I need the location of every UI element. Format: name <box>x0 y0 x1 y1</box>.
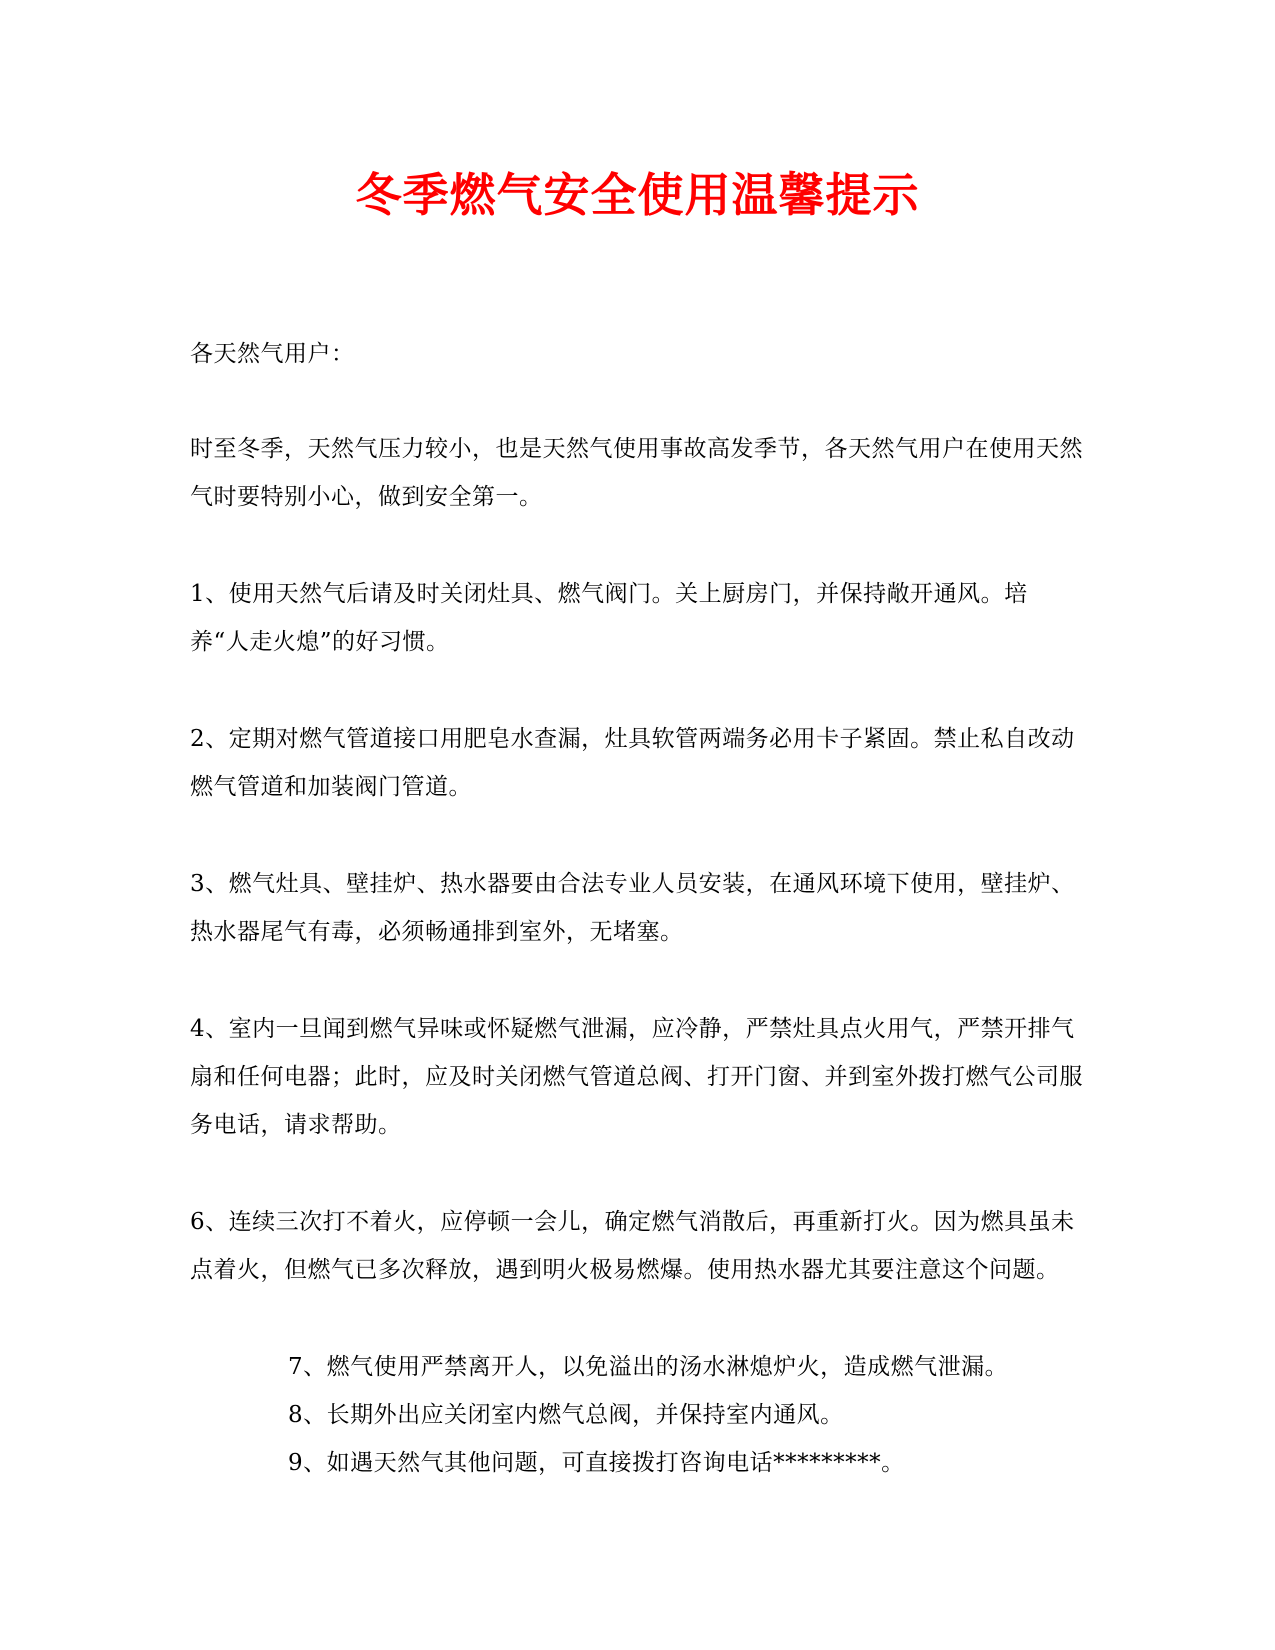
tip-item-2: 2、定期对燃气管道接口用肥皂水查漏，灶具软管两端务必用卡子紧固。禁止私自改动燃气管道和加装阀门管道。 <box>190 726 1075 800</box>
tip-item-7: 7、燃气使用严禁离开人，以免溢出的汤水淋熄炉火，造成燃气泄漏。 <box>288 1354 1009 1380</box>
tip-item-1: 1、使用天然气后请及时关闭灶具、燃气阀门。关上厨房门，并保持敞开通风。培养“人走火熄”的好习惯。 <box>190 581 1028 655</box>
document-title: 冬季燃气安全使用温馨提示 <box>355 168 920 222</box>
greeting: 各天然气用户： <box>190 341 355 367</box>
tip-item-4: 4、室内一旦闻到燃气异味或怀疑燃气泄漏，应冷静，严禁灶具点火用气，严禁开排气扇和任何电器；此时，应及时关闭燃气管道总阀、打开门窗、并到室外拨打燃气公司服务电话，请求帮助。 <box>190 1016 1083 1138</box>
tip-item-8: 8、长期外出应关闭室内燃气总阀，并保持室内通风。 <box>288 1402 844 1428</box>
intro-paragraph: 时至冬季，天然气压力较小，也是天然气使用事故高发季节，各天然气用户在使用天然气时要特别小心，做到安全第一。 <box>190 436 1083 510</box>
tip-item-3: 3、燃气灶具、壁挂炉、热水器要由合法专业人员安装，在通风环境下使用，壁挂炉、热水器尾气有毒，必须畅通排到室外，无堵塞。 <box>190 871 1075 945</box>
tip-item-6: 6、连续三次打不着火，应停顿一会儿，确定燃气消散后，再重新打火。因为燃具虽未点着火，但燃气已多次释放，遇到明火极易燃爆。使用热水器尤其要注意这个问题。 <box>190 1209 1075 1283</box>
tip-item-9: 9、如遇天然气其他问题，可直接拨打咨询电话*********。 <box>288 1450 905 1476</box>
